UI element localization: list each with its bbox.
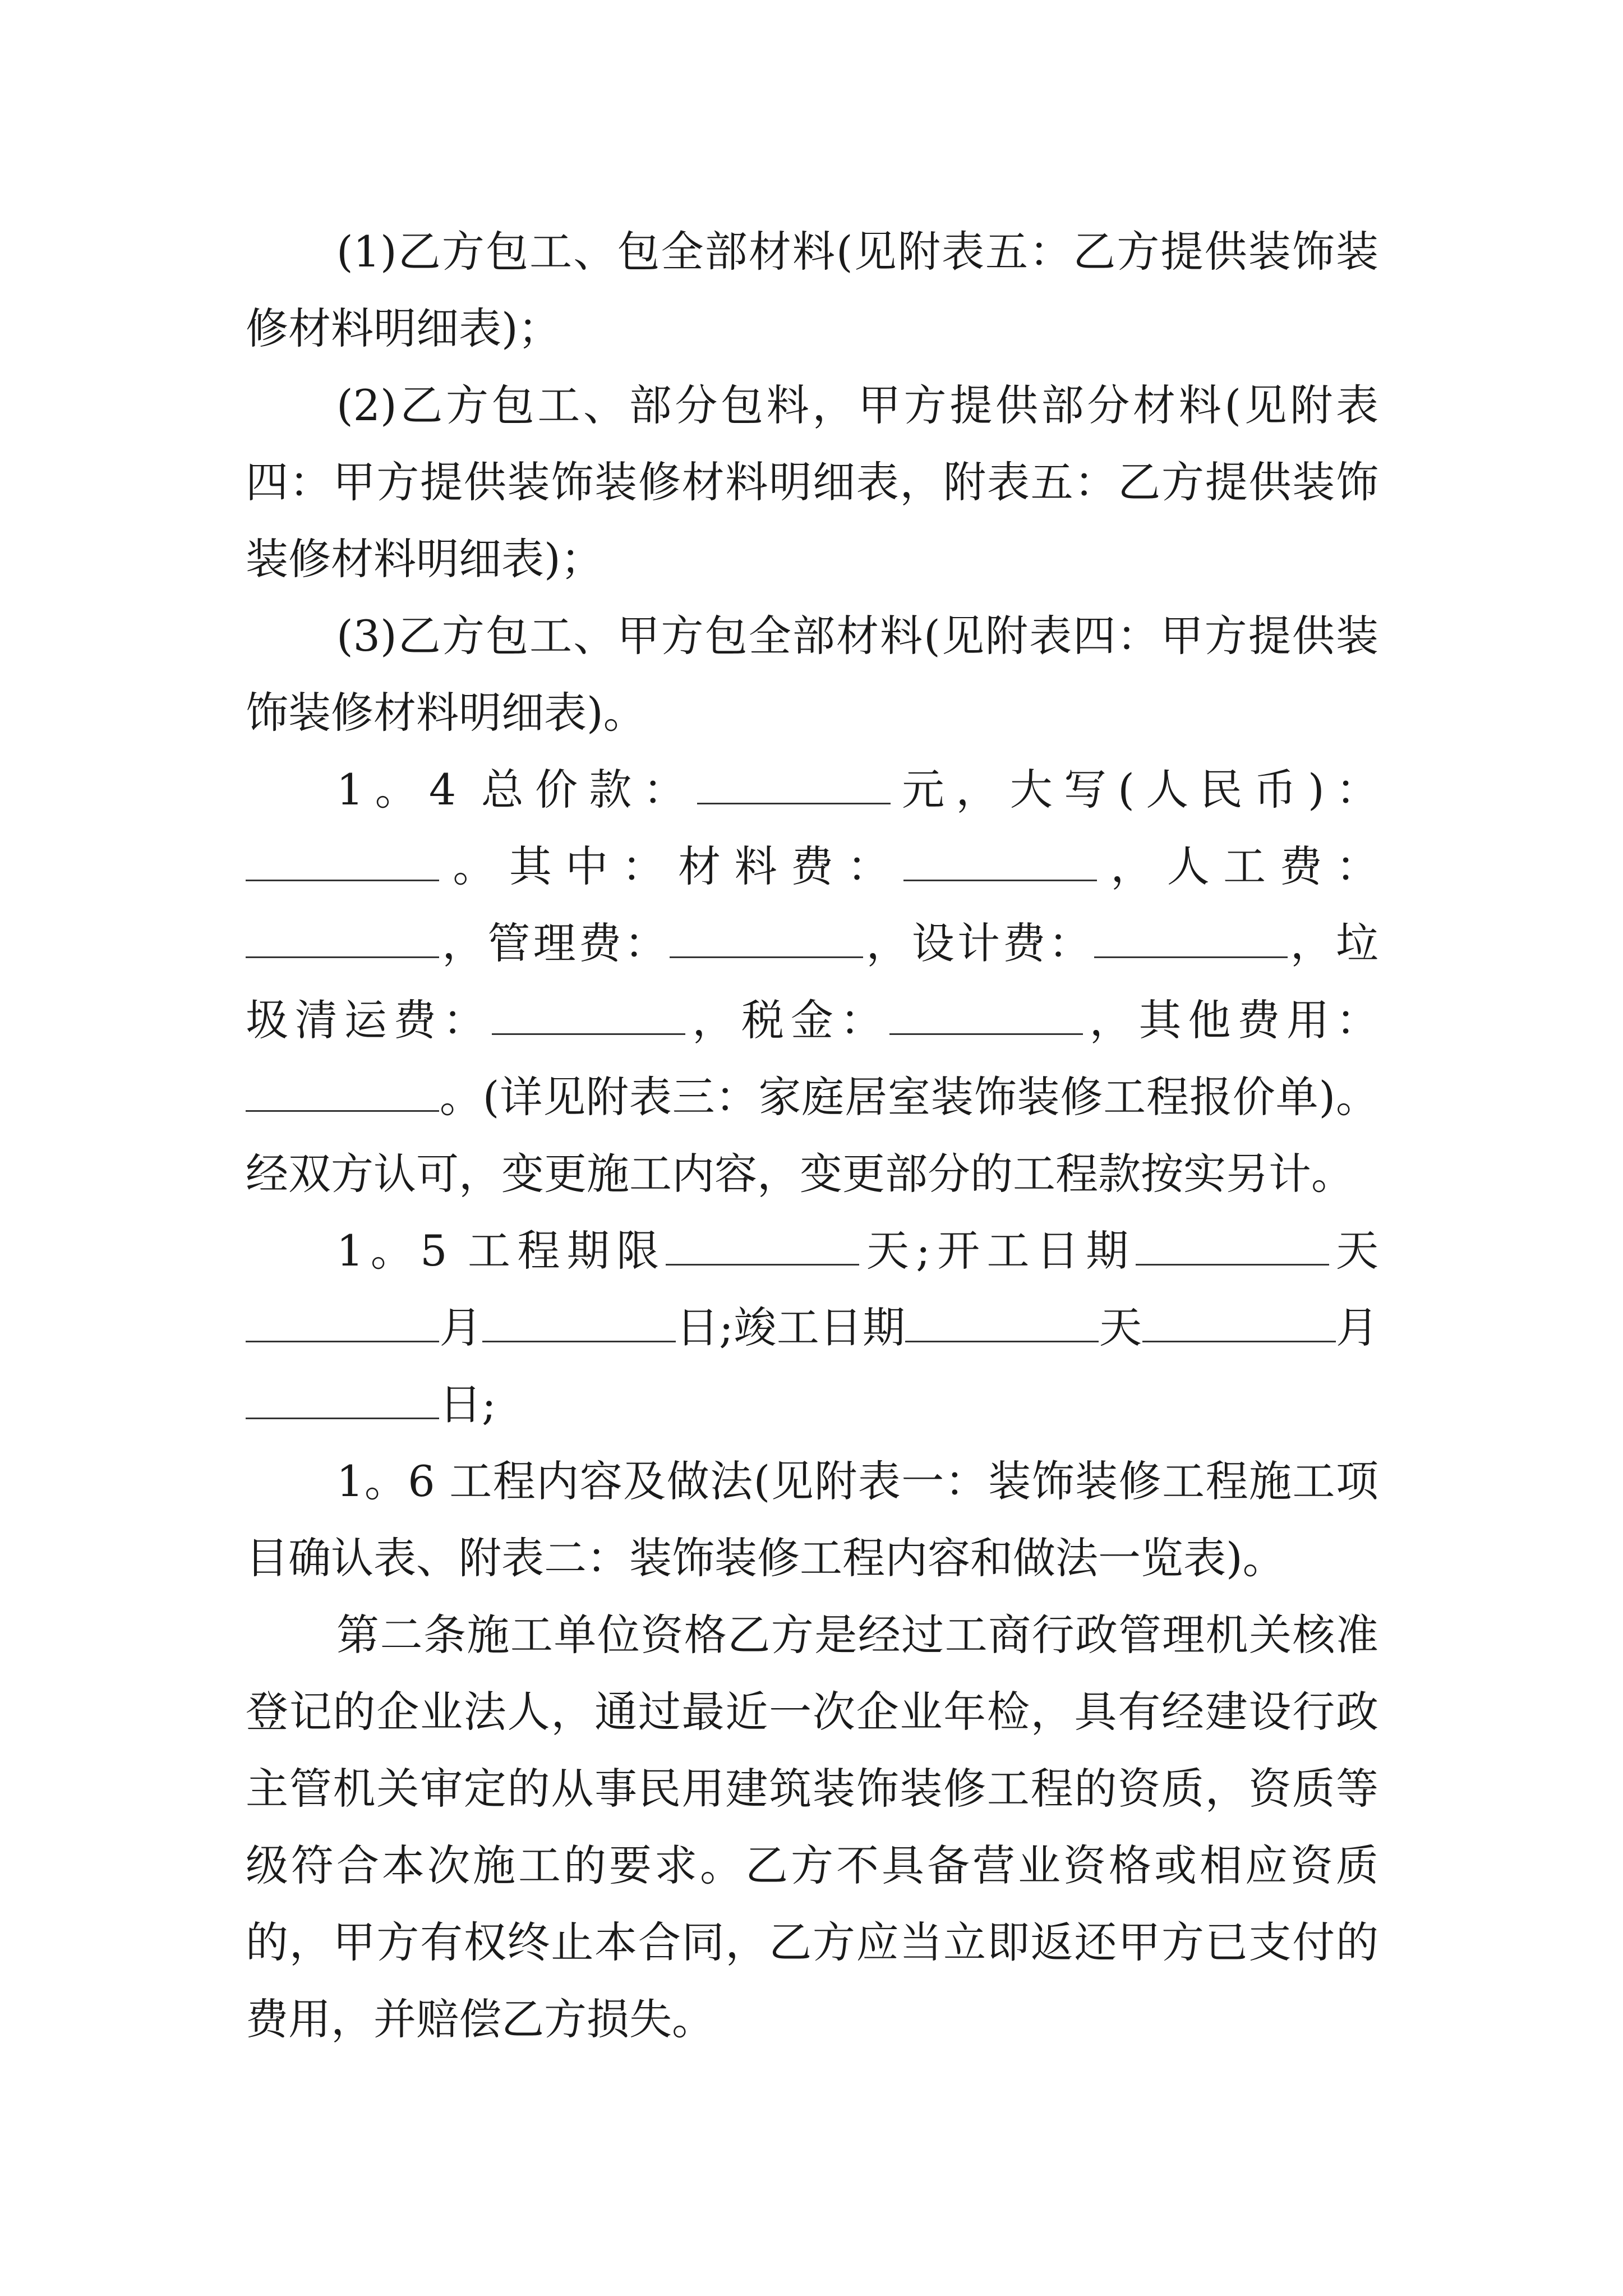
price-text: 元，大写(人民币)： — [890, 765, 1378, 815]
blank-field — [246, 1383, 439, 1419]
clause-1-6-content: 1。6 工程内容及做法(见附表一：装饰装修工程施工项目确认表、附表二：装饰装修工程内容和做法一览表)。 — [246, 1456, 1378, 1583]
price-text: ，其他费用： — [1082, 995, 1378, 1045]
blank-field — [905, 1306, 1099, 1342]
period-text: 日; — [439, 1379, 496, 1429]
price-text: ，管理费： — [439, 918, 670, 968]
blank-field — [492, 999, 685, 1035]
blank-field — [670, 922, 863, 958]
blank-field — [246, 1075, 439, 1112]
price-text: 。其中：材料费： — [439, 841, 903, 891]
period-text: 月 — [439, 1303, 483, 1352]
price-text: ，税金： — [685, 995, 889, 1045]
period-text: 月 — [1335, 1303, 1379, 1352]
document-body — [246, 213, 1378, 2058]
clause-1-5-period — [246, 1212, 1378, 1443]
clause-option-2: (2)乙方包工、部分包料，甲方提供部分材料(见附表四：甲方提供装饰装修材料明细表，附表五：乙方提供装饰装修材料明细表)； — [246, 380, 1378, 584]
blank-field — [482, 1306, 676, 1342]
price-text: ，人工费： — [1096, 841, 1379, 891]
clause-option-3: (3)乙方包工、甲方包全部材料(见附表四：甲方提供装饰装修材料明细表)。 — [246, 611, 1378, 738]
blank-field — [903, 845, 1097, 881]
blank-field — [889, 999, 1083, 1035]
period-text: 天;开工日期 — [859, 1226, 1136, 1276]
price-text: ，垃圾清运费： — [246, 918, 1379, 1045]
blank-field — [246, 922, 439, 958]
period-text: 日;竣工日期 — [676, 1303, 906, 1352]
clause-option-1: (1)乙方包工、包全部材料(见附表五：乙方提供装饰装修材料明细表)； — [246, 227, 1378, 353]
price-text: 。(详见附表三：家庭居室装饰装修工程报价单)。经双方认可，变更施工内容，变更部分的工程款按实另计。 — [246, 1072, 1378, 1199]
blank-field — [697, 768, 891, 804]
period-text: 天 — [1099, 1303, 1142, 1352]
blank-field — [1142, 1306, 1336, 1342]
price-text: 1。4 总价款： — [336, 765, 697, 815]
blank-field — [246, 845, 439, 881]
period-text: 1。5 工程期限 — [336, 1226, 666, 1276]
clause-1-4-total-price — [246, 751, 1378, 1212]
blank-field — [1094, 922, 1288, 958]
blank-field — [1136, 1229, 1329, 1266]
article-2-qualification: 第二条施工单位资格乙方是经过工商行政管理机关核准登记的企业法人，通过最近一次企业年检，具有经建设行政主管机关审定的从事民用建筑装饰装修工程的资质，资质等级符合本次施工的要求。乙方不具备营业资格或相应资质的，甲方有权终止本合同，乙方应当立即返还甲方已支付的费用，并赔偿乙方损失。 — [246, 1610, 1378, 2044]
price-text: ，设计费： — [863, 918, 1094, 968]
period-text: 天 — [1329, 1226, 1379, 1276]
blank-field — [246, 1306, 439, 1342]
blank-field — [666, 1229, 859, 1266]
